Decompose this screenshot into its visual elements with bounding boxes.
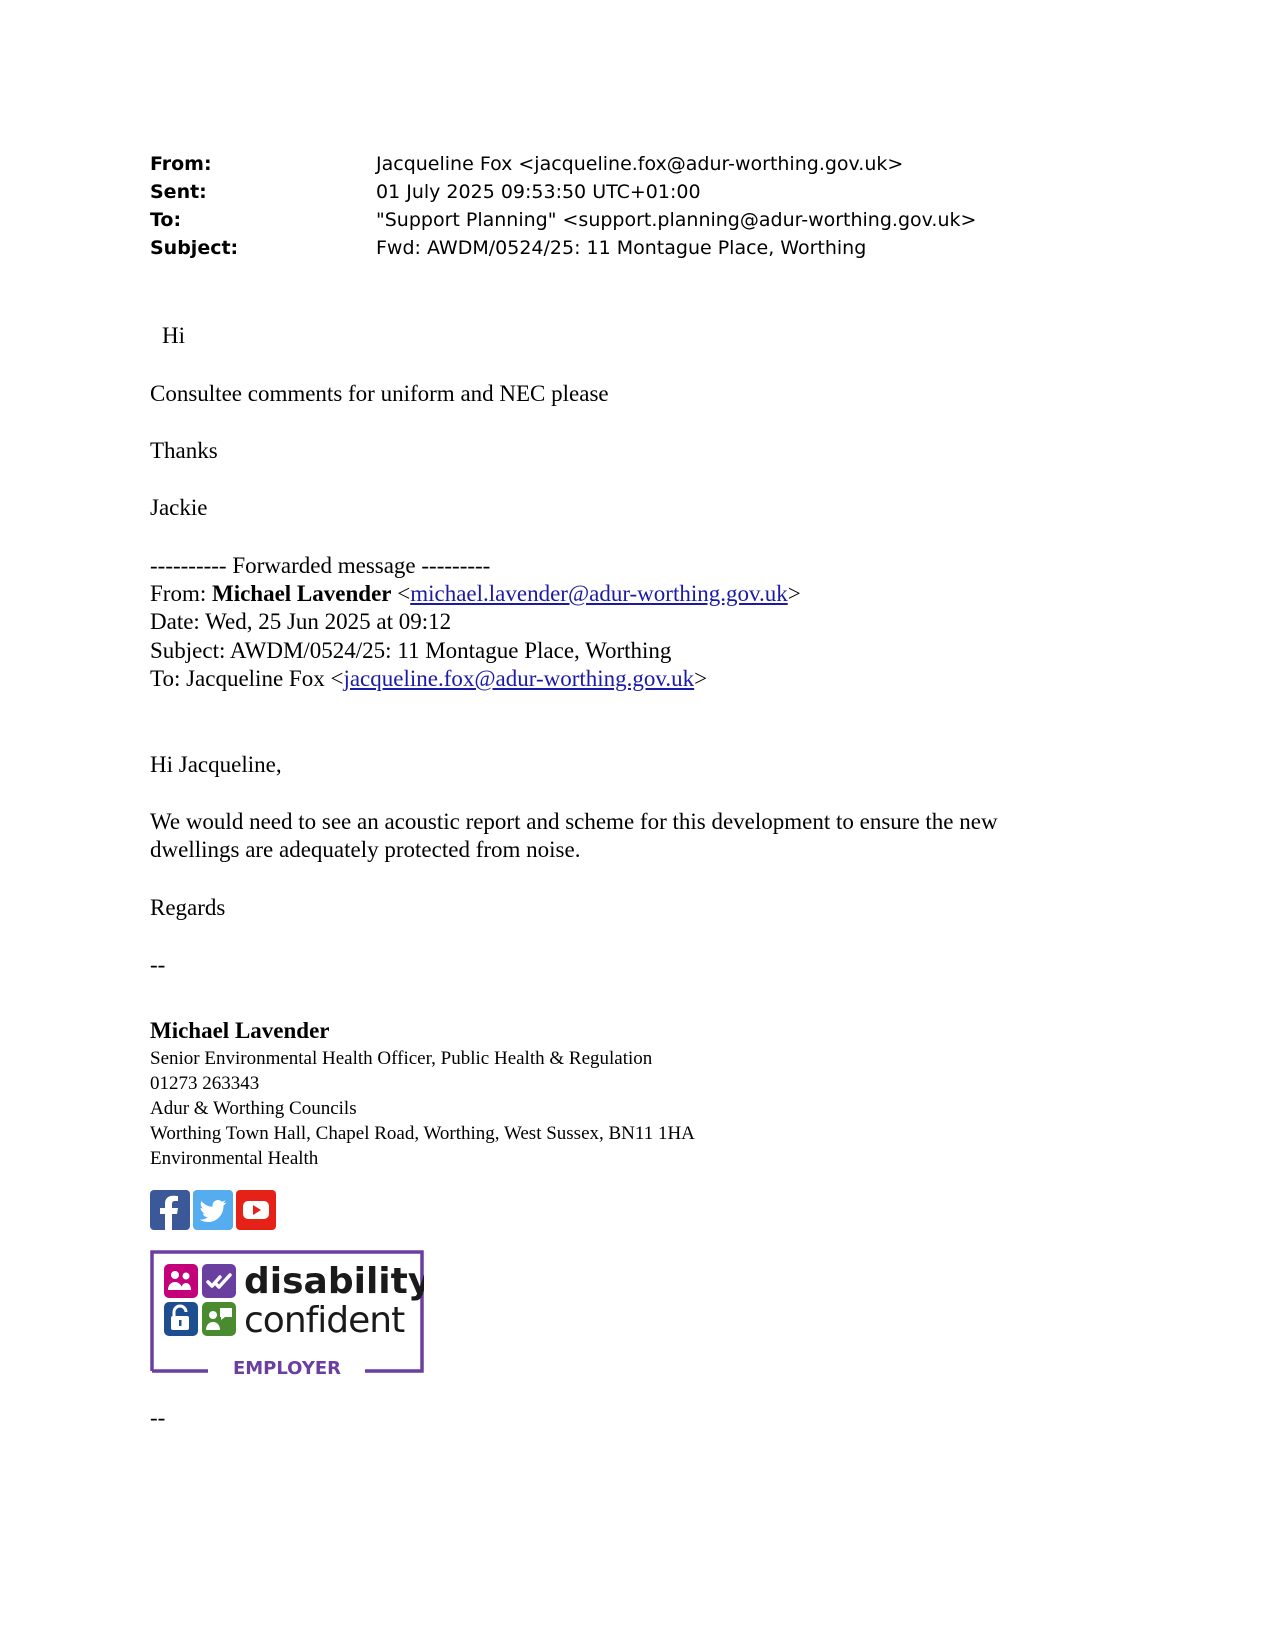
forwarded-from-email-link[interactable]: michael.lavender@adur-worthing.gov.uk [410,581,788,606]
forwarded-to-label: To: Jacqueline Fox [150,666,331,691]
badge-word-confident: confident [244,1300,405,1341]
header-subject-value: Fwd: AWDM/0524/25: 11 Montague Place, Worthing [376,237,867,259]
intro-greeting: Hi [162,323,185,348]
header-sent-label: Sent: [150,181,207,203]
forwarded-subject: Subject: AWDM/0524/25: 11 Montague Place, Worthing [150,638,672,663]
message-greeting: Hi Jacqueline, [150,752,282,777]
signature-title: Senior Environmental Health Officer, Public Health & Regulation [150,1048,653,1069]
youtube-icon[interactable] [236,1190,276,1230]
intro-signoff: Jackie [150,495,208,520]
twitter-icon[interactable] [193,1190,233,1230]
signature-details [150,1046,695,1171]
forwarded-to-email-link[interactable]: jacqueline.fox@adur-worthing.gov.uk [343,666,695,691]
forwarded-from-line: From: Michael Lavender <michael.lavender@adur-worthing.gov.uk> [150,581,801,606]
signature-dept: Environmental Health [150,1148,319,1169]
message-para-line2: dwellings are adequately protected from noise. [150,837,581,862]
email-header [150,150,976,262]
intro-thanks: Thanks [150,438,218,463]
signature-address: Worthing Town Hall, Chapel Road, Worthing, West Sussex, BN11 1HA [150,1123,695,1144]
forwarded-from-name: Michael Lavender [211,581,392,606]
speech-bubble-icon [202,1302,236,1336]
signature-phone: 01273 263343 [150,1073,260,1094]
header-from-row [150,150,976,178]
header-from-label: From: [150,153,212,175]
facebook-icon[interactable] [150,1190,190,1230]
forwarded-to-line: To: Jacqueline Fox <jacqueline.fox@adur-worthing.gov.uk> [150,666,708,691]
trailing-dashes: -- [150,1405,166,1430]
forwarded-divider: ---------- Forwarded message --------- [150,553,491,578]
header-subject-row [150,234,976,262]
message-dashes: -- [150,952,166,977]
badge-word-disability: disability [244,1261,424,1302]
forwarded-date: Date: Wed, 25 Jun 2025 at 09:12 [150,609,452,634]
header-subject-label: Subject: [150,237,239,259]
header-sent-row [150,178,976,206]
signature-name: Michael Lavender [150,1018,330,1043]
social-icons [150,1190,276,1230]
message-regards: Regards [150,895,226,920]
people-icon [164,1264,198,1298]
forwarded-from-label: From: [150,581,212,606]
header-from-value: Jacqueline Fox <jacqueline.fox@adur-worthing.gov.uk> [376,153,904,175]
signature-org: Adur & Worthing Councils [150,1098,357,1119]
intro-line: Consultee comments for uniform and NEC please [150,381,609,406]
message-para-line1: We would need to see an acoustic report and scheme for this development to ensure the new [150,809,998,834]
disability-confident-badge [150,1250,424,1375]
header-to-label: To: [150,209,182,231]
header-to-value: "Support Planning" <support.planning@adur-worthing.gov.uk> [376,209,977,231]
badge-word-employer: EMPLOYER [232,1358,342,1375]
header-sent-value: 01 July 2025 09:53:50 UTC+01:00 [376,181,701,203]
header-to-row [150,206,976,234]
